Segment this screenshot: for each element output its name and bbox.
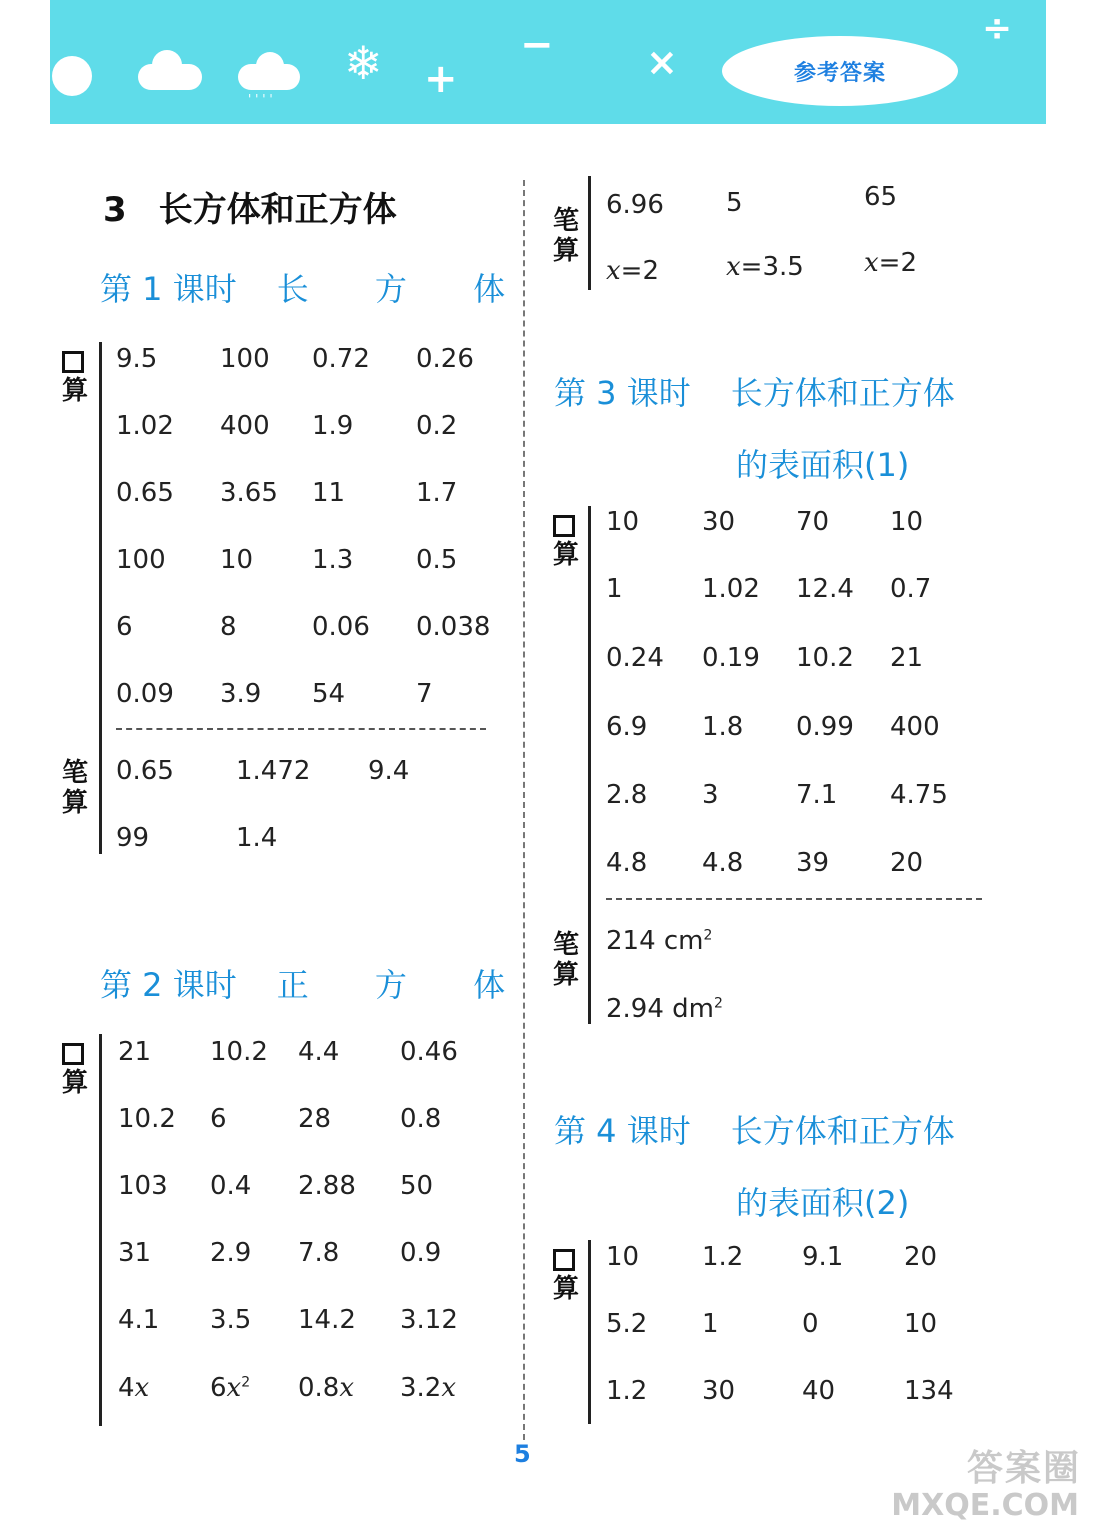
column-divider bbox=[523, 180, 525, 1440]
dashed-separator bbox=[606, 898, 982, 900]
bracket-bar bbox=[588, 176, 591, 290]
minus-icon: − bbox=[520, 22, 554, 68]
oral-label: 算 bbox=[62, 1038, 92, 1098]
dashed-separator bbox=[116, 728, 486, 730]
written-label: 笔 算 bbox=[62, 758, 89, 818]
written-label: 笔 算 bbox=[553, 206, 580, 266]
page-number: 5 bbox=[514, 1440, 531, 1468]
rain-cloud-icon: ' ' ' ' bbox=[238, 52, 302, 104]
header-banner bbox=[50, 0, 1046, 124]
bracket-bar bbox=[588, 1240, 591, 1424]
bracket-bar bbox=[99, 1034, 102, 1426]
lesson-3-subheading: 的表面积(1) bbox=[736, 446, 910, 484]
written-label: 笔 算 bbox=[553, 930, 580, 990]
oral-label: 算 bbox=[553, 1244, 583, 1304]
bracket-bar bbox=[588, 506, 591, 1024]
oral-label: 算 bbox=[62, 346, 92, 406]
watermark-url: MXQE.COM bbox=[891, 1488, 1079, 1523]
times-icon: × bbox=[646, 40, 678, 84]
oral-label: 算 bbox=[553, 510, 583, 570]
lesson-1-heading: 第 1 课时 长 方 体 bbox=[100, 270, 534, 308]
snowflake-icon: ❄ bbox=[344, 36, 383, 90]
chapter-title: 3 长方体和正方体 bbox=[103, 190, 397, 230]
lesson-4-heading: 第 4 课时 长方体和正方体 bbox=[554, 1112, 955, 1150]
lesson-2-heading: 第 2 课时 正 方 体 bbox=[100, 966, 534, 1004]
sun-icon bbox=[52, 56, 92, 96]
plus-icon: + bbox=[424, 56, 458, 102]
watermark-logo: 答案圈 bbox=[966, 1448, 1081, 1489]
cloud-icon bbox=[138, 50, 202, 90]
lesson-4-subheading: 的表面积(2) bbox=[736, 1184, 910, 1222]
answer-key-badge: 参考答案 bbox=[722, 36, 958, 106]
lesson-3-heading: 第 3 课时 长方体和正方体 bbox=[554, 374, 955, 412]
divide-icon: ÷ bbox=[982, 8, 1013, 49]
bracket-bar bbox=[99, 342, 102, 854]
